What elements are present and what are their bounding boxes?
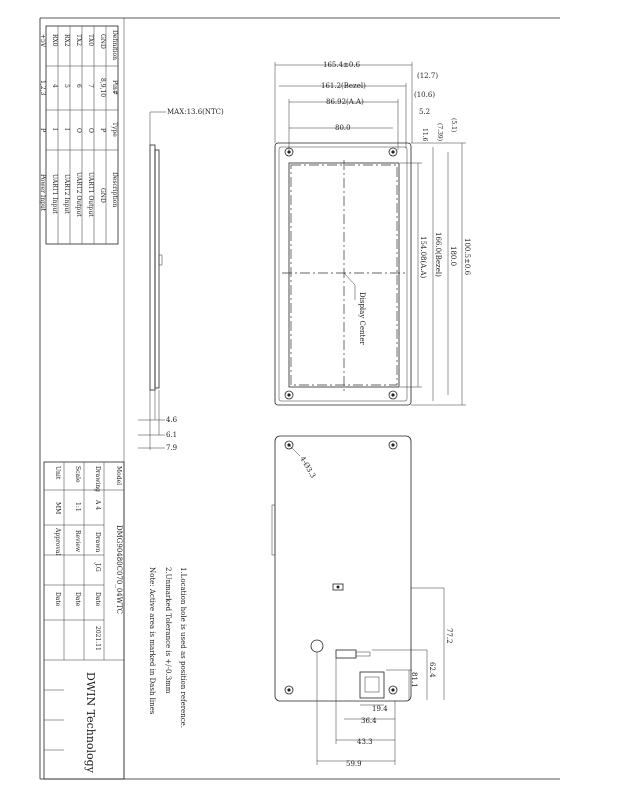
pin-row-3-description: UART2 Input xyxy=(63,174,70,214)
dim-total-width: 165.4±0.6 xyxy=(323,61,361,69)
dim-77-2: 77.2 xyxy=(445,628,453,644)
pin-header-definition: Definition xyxy=(111,30,118,60)
date-label-2: Date xyxy=(74,592,81,607)
title-block xyxy=(44,462,124,779)
pin-row-5-description: Power Input xyxy=(39,174,46,212)
note-2: 2.Unmarked Tolerance is +/-0.3mm xyxy=(164,567,172,694)
pin-row-2-description: UART2 Output xyxy=(75,172,82,217)
unit-label: Unit xyxy=(54,466,61,480)
pin-row-0-description: GND xyxy=(99,188,106,203)
pin-row-4-pin: 4 xyxy=(51,84,58,88)
dim-62-4: 62.4 xyxy=(428,662,436,678)
dim-11-6: 11.6 xyxy=(421,128,428,142)
mount-screw-icon xyxy=(285,148,397,399)
pin-row-1-pin: 7 xyxy=(87,84,94,88)
note-1: 1.Location hole is used as position reference. xyxy=(179,567,187,728)
drawing-label: Drawing xyxy=(94,466,101,493)
review-label: Review xyxy=(74,530,81,553)
date-label: Date xyxy=(94,592,101,607)
company-name: DWIN Technology xyxy=(84,672,97,773)
pin-table xyxy=(39,26,118,244)
dim-aa-height: 154.08(A.A) xyxy=(419,236,427,279)
pin-row-5-definition: +5V xyxy=(39,34,46,48)
connector-icon xyxy=(311,584,384,698)
pin-row-1-type: O xyxy=(87,128,94,133)
pin-row-1-definition: TX0 xyxy=(87,34,94,47)
dim-5-1: (5.1) xyxy=(450,118,457,133)
side-dim-6-1: 6.1 xyxy=(166,431,178,439)
scale-label: Scale xyxy=(74,466,81,483)
dim-5-2: 5.2 xyxy=(419,108,431,116)
hole-spec-label: 4-Ø3.3 xyxy=(298,455,318,480)
side-view xyxy=(138,108,224,452)
pin-row-4-description: UART1 Input xyxy=(51,174,58,214)
drawn-label: Drawn xyxy=(94,532,101,553)
pin-row-0-pin: 8,9,10 xyxy=(99,78,106,98)
dim-81-1: 81.1 xyxy=(410,672,418,688)
pin-row-3-definition: RX2 xyxy=(63,34,70,47)
pin-header-description: Description xyxy=(111,172,118,208)
model-label: Model xyxy=(115,466,122,486)
approval-label: Approval xyxy=(54,528,61,556)
pin-row-2-definition: TX2 xyxy=(75,34,82,47)
side-dim-7-9: 7.9 xyxy=(166,444,178,452)
front-view xyxy=(275,61,471,405)
notes xyxy=(148,567,187,728)
pin-row-3-type: I xyxy=(63,128,70,131)
drawing-value: A 4 xyxy=(94,500,101,511)
dim-12-7: (12.7) xyxy=(417,72,439,80)
drawn-value: J.G xyxy=(94,563,101,572)
pin-row-2-pin: 6 xyxy=(75,84,82,88)
dim-total-height: 100.5±0.6 xyxy=(463,238,471,276)
dim-hole-pitch: 80.0 xyxy=(335,124,351,132)
mount-hole-icon xyxy=(285,441,397,694)
note-3: Note: Active area is marked in Dash lines xyxy=(148,567,156,715)
pin-header-pin: Pin# xyxy=(111,80,118,95)
dim-bezel-height: 166.0(Bezel) xyxy=(434,232,442,277)
dim-7-39: (7.39) xyxy=(436,123,443,142)
pin-row-1-description: UART1 Output xyxy=(87,172,94,217)
unit-value: MM xyxy=(54,502,61,515)
pin-row-5-type: P xyxy=(39,128,46,133)
model-value: DMG90480C070_04WTC xyxy=(115,525,123,614)
pin-row-0-definition: GND xyxy=(99,34,106,49)
rear-view xyxy=(272,436,453,768)
pin-row-2-type: O xyxy=(75,128,82,133)
side-dim-4-6: 4.6 xyxy=(166,416,178,424)
date-value: 2021.11 xyxy=(94,626,101,651)
dim-19-4: 19.4 xyxy=(372,705,388,713)
pin-row-4-type: I xyxy=(51,128,58,131)
pin-header-type: Type xyxy=(111,122,118,137)
pin-row-3-pin: 5 xyxy=(63,84,70,88)
pin-row-4-definition: RX0 xyxy=(51,34,58,47)
pin-row-0-type: P xyxy=(99,128,106,133)
side-max-label: MAX:13.6(NTC) xyxy=(167,108,224,116)
dim-180: 180.0 xyxy=(449,246,457,267)
dim-10-6: (10.6) xyxy=(414,91,436,99)
dim-bezel-width: 161.2(Bezel) xyxy=(321,82,366,90)
date-label-3: Date xyxy=(54,592,61,607)
display-center-label: Display Center xyxy=(358,292,366,345)
scale-value: 1:1 xyxy=(74,502,81,512)
dim-59-9: 59.9 xyxy=(346,760,362,768)
dim-aa-width: 86.92(A.A) xyxy=(326,98,364,106)
dim-43-3: 43.3 xyxy=(357,738,373,746)
pin-row-5-pin: 1,2,3 xyxy=(39,80,46,96)
dim-36-4: 36.4 xyxy=(361,717,377,725)
